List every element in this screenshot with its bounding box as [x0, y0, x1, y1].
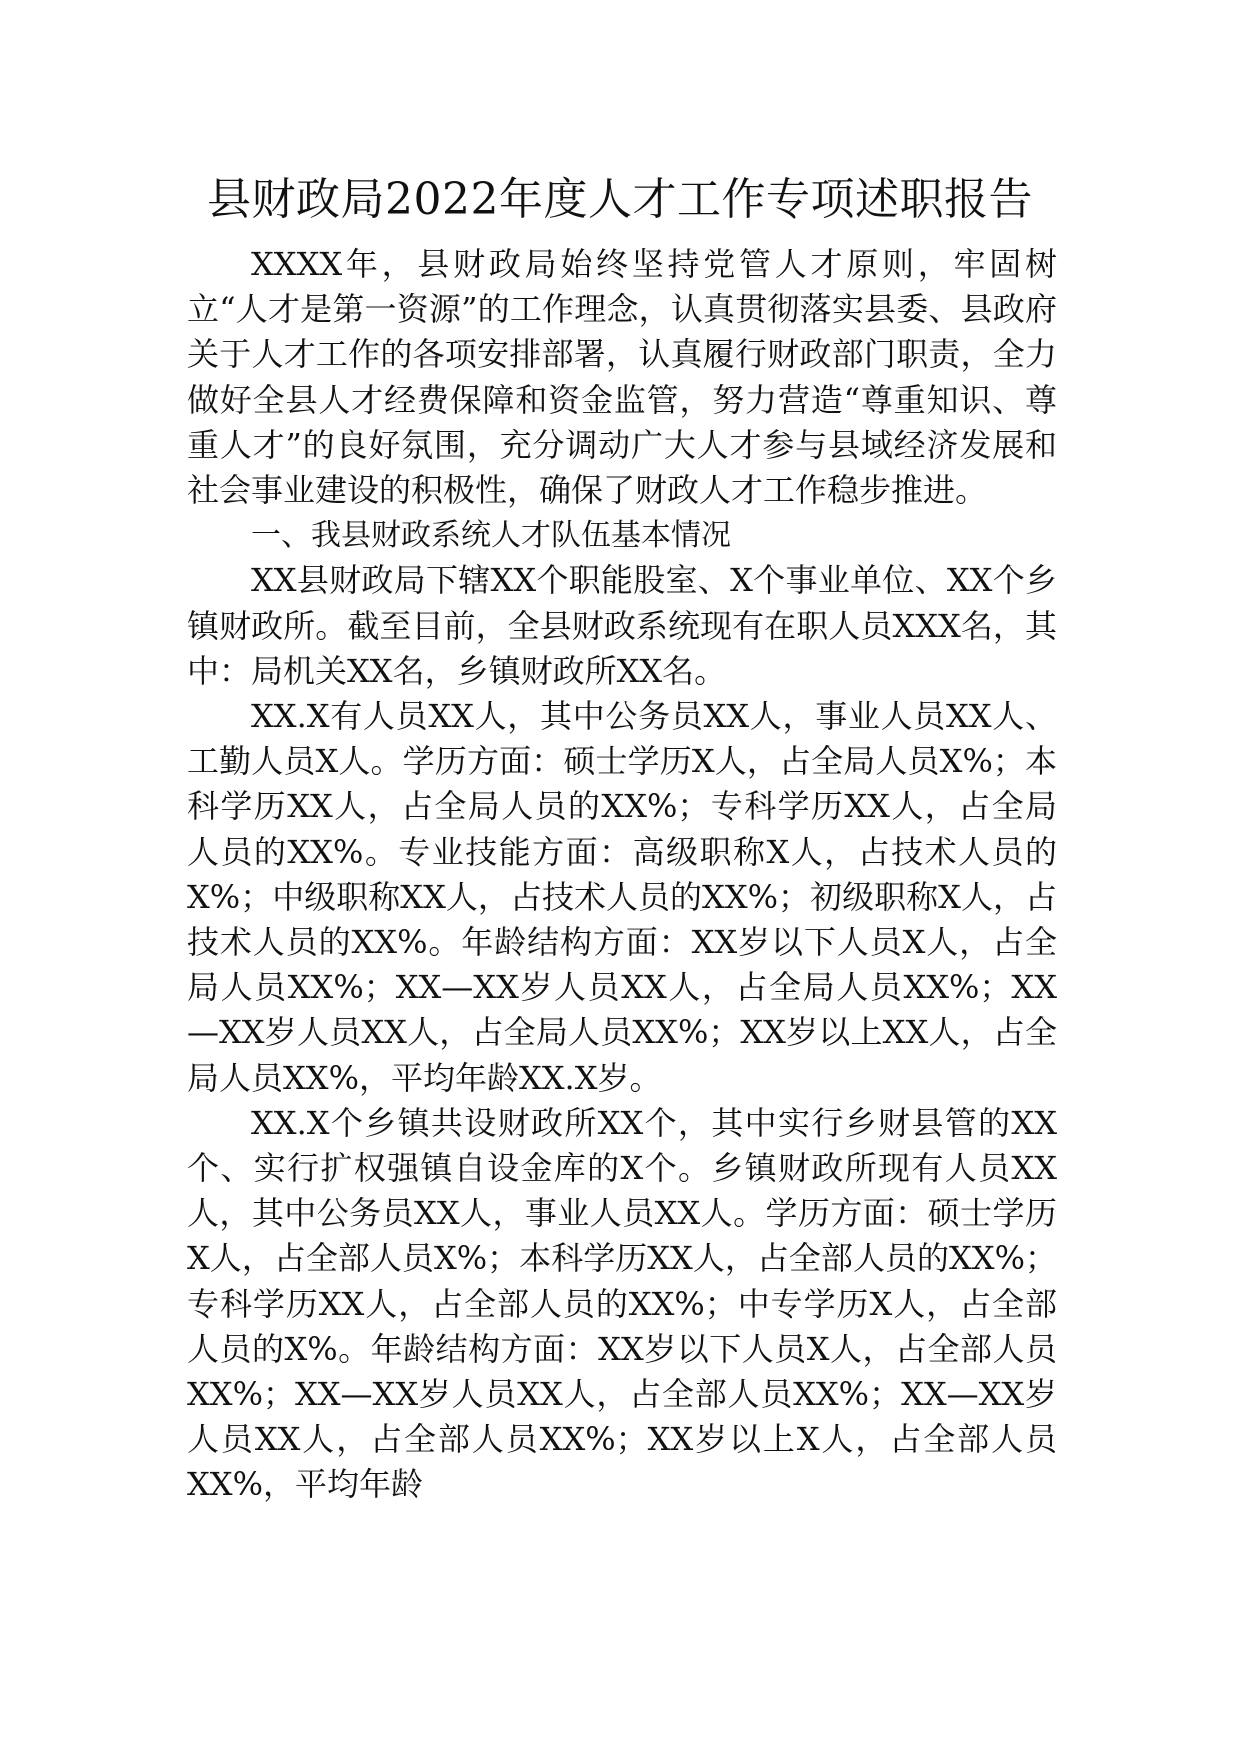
paragraph-intro: XXXX年，县财政局始终坚持党管人才原则，牢固树立“人才是第一资源”的工作理念，认真贯彻落实县委、县政府关于人才工作的各项安排部署，认真履行财政部门职责，全力做好全县人才经费保障和资金监管，努力营造“尊重知识、尊重人才”的良好氛围，充分调动广大人才参与县域经济发展和社会事业建设的积极性，确保了财政人才工作稳步推进。	[187, 245, 1057, 510]
section-heading-1: 一、我县财政系统人才队伍基本情况	[251, 518, 731, 554]
paragraph-bureau-staff: XX.X有人员XX人，其中公务员XX人，事业人员XX人、工勤人员X人。学历方面：硕士学历X人，占全局人员X%；本科学历XX人，占全局人员的XX%；专科学历XX人，占全局人员的XX%。专业技能方面：高级职称X人，占技术人员的X%；中级职称XX人，占技术人员的XX%；初级职称X人，占技术人员的XX%。年龄结构方面：XX岁以下人员X人，占全局人员XX%；XX—XX岁人员XX人，占全局人员XX%；XX—XX岁人员XX人，占全局人员XX%；XX岁以上XX人，占全局人员XX%，平均年龄XX.X岁。	[187, 697, 1057, 1097]
paragraph-township-staff: XX.X个乡镇共设财政所XX个，其中实行乡财县管的XX个、实行扩权强镇自设金库的X个。乡镇财政所现有人员XX人，其中公务员XX人，事业人员XX人。学历方面：硕士学历X人，占全部人员X%；本科学历XX人，占全部人员的XX%；专科学历XX人，占全部人员的XX%；中专学历X人，占全部人员的X%。年龄结构方面：XX岁以下人员X人，占全部人员XX%；XX—XX岁人员XX人，占全部人员XX%；XX—XX岁人员XX人，占全部人员XX%；XX岁以上X人，占全部人员XX%，平均年龄	[187, 1103, 1057, 1504]
document-body	[187, 242, 1057, 1508]
document-title: 县财政局2022年度人才工作专项述职报告	[207, 174, 1033, 225]
paragraph-system-overview: XX县财政局下辖XX个职能股室、X个事业单位、XX个乡镇财政所。截至目前，全县财政系统现有在职人员XXX名，其中：局机关XX名，乡镇财政所XX名。	[187, 561, 1057, 690]
